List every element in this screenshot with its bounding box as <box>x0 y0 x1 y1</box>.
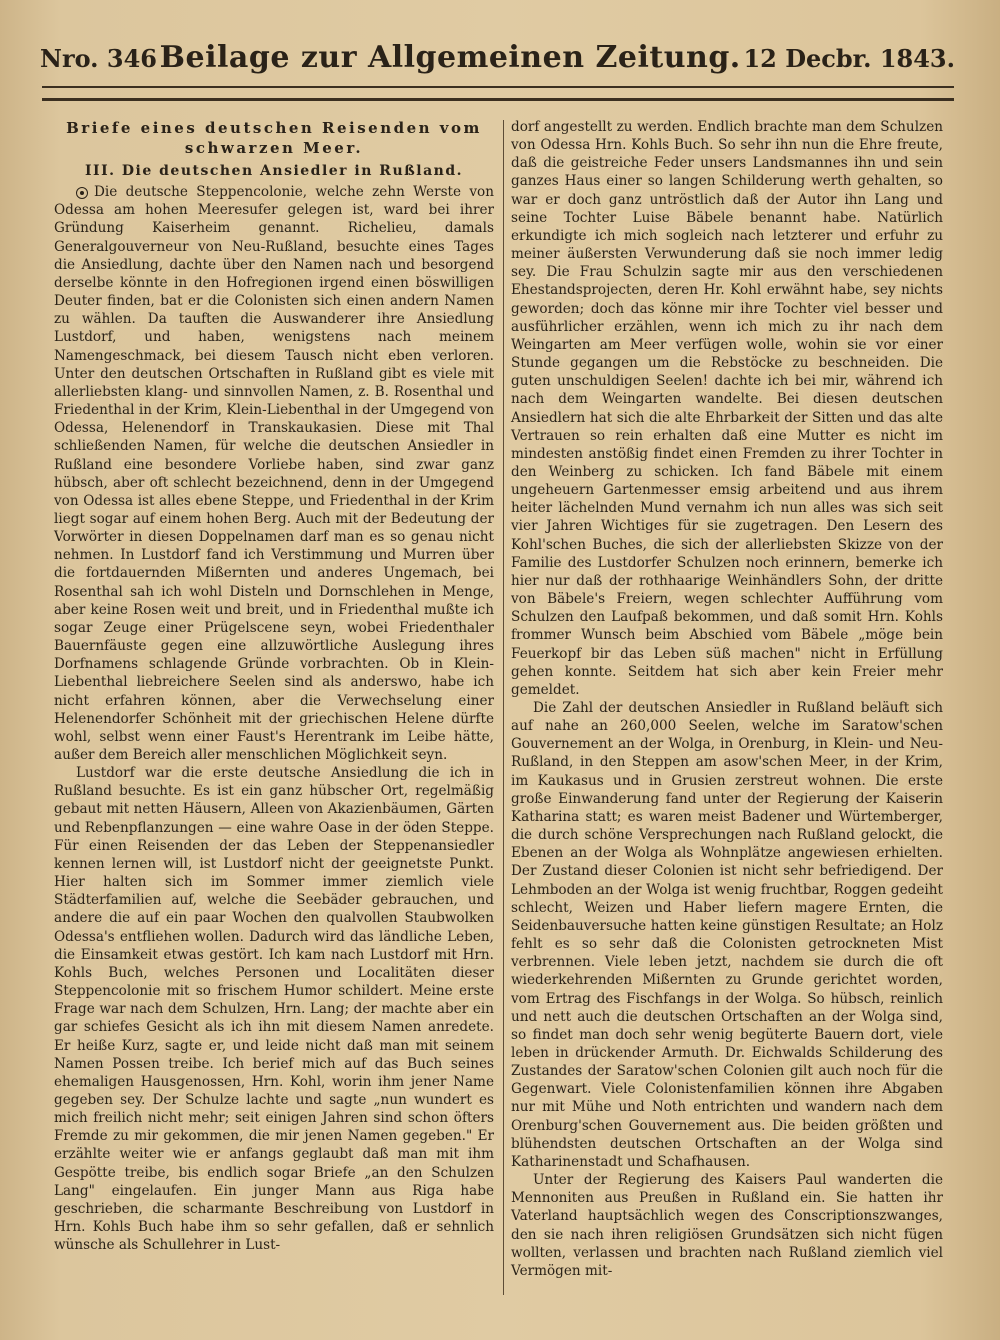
article-heading: Briefe eines deutschen Reisenden vom schwarzen Meer. <box>66 119 482 157</box>
column-divider <box>503 120 504 1295</box>
masthead <box>40 40 955 80</box>
right-column <box>511 118 943 1280</box>
paragraph <box>54 183 494 764</box>
issue-number: Nro. 346 <box>40 44 157 73</box>
issue-date: 12 Decbr. 1843. <box>743 44 955 73</box>
section-marker-icon <box>76 187 88 199</box>
left-column <box>54 118 494 1254</box>
article-subheading: III. Die deutschen Ansiedler in Rußland. <box>85 163 463 179</box>
masthead-rule <box>42 86 954 101</box>
paragraph: Die Zahl der deutschen Ansiedler in Rußland beläuft sich auf nahe an 260,000 Seelen, welche im Saratow'schen Gouvernement an der Wolga, in Orenburg, in Klein- und Neu-Rußland, in den Steppen am asow'schen Meer, in der Krim, im Kaukasus und in Grusien zerstreut wohnen. Die erste große Einwanderung fand unter der Regierung der Kaiserin Katharina statt; es waren meist Badener und Würtemberger, die durch schöne Versprechungen nach Rußland gelockt, die Ebenen an der Wolga als Wohnplätze angewiesen erhielten. Der Zustand dieser Colonien ist nicht sehr befriedigend. Der Lehmboden an der Wolga ist wenig fruchtbar, Roggen gedeiht schlecht, Weizen und Haber liefern magere Ernten, die Seidenbauversuche hatten keine günstigen Resultate; an Holz fehlt es so sehr daß die Colonisten getrockneten Mist verbrennen. Viele leben jetzt, nachdem sie durch die oft wiederkehrenden Mißernten zu Grunde gerichtet worden, vom Ertrag des Fischfangs in der Wolga. So hübsch, reinlich und nett auch die deutschen Ortschaften an der Wolga sind, so findet man doch sehr wenig begüterte Bauern dort, viele leben in drückender Armuth. Dr. Eichwalds Schilderung des Zustandes der Saratow'schen Colonien gilt auch noch für die Gegenwart. Viele Colonistenfamilien können ihre Abgaben nur mit Mühe und Noth entrichten und wandern nach dem Orenburg'schen Gouvernement aus. Die beiden größten und blühendsten deutschen Ortschaften an der Wolga sind Katharinenstadt und Schafhausen. <box>511 700 943 1170</box>
newspaper-title: Beilage zur Allgemeinen Zeitung. <box>159 40 741 75</box>
paragraph: Unter der Regierung des Kaisers Paul wanderten die Mennoniten aus Preußen in Rußland ein. Sie hatten ihr Vaterland hauptsächlich wegen des Conscriptionszwanges, den sie nach ihren religiösen Grundsätzen sich nicht fügen wollten, verlassen und brachten nach Rußland ziemlich viel Vermögen mit- <box>511 1172 943 1279</box>
paragraph: dorf angestellt zu werden. Endlich brachte man dem Schulzen von Odessa Hrn. Kohls Buch. So sehr ihn nun die Ehre freute, daß die geistreiche Feder unsers Landsmannes ihn und sein ganzes Haus einer so langen Schilderung werth gehalten, so war er doch ganz untröstlich daß der Autor ihn Lang und seine Tochter Luise Bäbele benannt habe. Natürlich erkundigte ich mich sogleich nach letzterer und erfuhr zu meiner äußersten Verwunderung daß sie noch immer ledig sey. Die Frau Schulzin sagte mir aus den verschiedenen Ehestandsprojecten, deren Hr. Kohl erwähnt habe, sey nichts geworden; doch das könne mir ihre Tochter viel besser und ausführlicher erzählen, wenn ich mich zu ihr nach dem Weingarten am Meer verfügen wolle, wohin sie vor einer Stunde gegangen um die Rebstöcke zu beschneiden. Die guten unschuldigen Seelen! dachte ich bei mir, während ich nach dem Weingarten wandelte. Bei diesen deutschen Ansiedlern hat sich die alte Ehrbarkeit der Sitten und das alte Vertrauen so rein erhalten daß eine Mutter es nicht im mindesten anstößig findet einen Fremden zu ihrer Tochter in den Weinberg zu schicken. Ich fand Bäbele mit einem ungeheuern Gartenmesser emsig arbeitend und aus ihrem heiter lächelnden Mund vernahm ich nun alles was sich seit vier Jahren Wichtiges für sie zugetragen. Den Lesern des Kohl'schen Buches, die sich der allerliebsten Skizze von der Familie des Lustdorfer Schulzen noch erinnern, bemerke ich hier nur daß der rothhaarige Weinhändlers Sohn, der dritte von Bäbele's Freiern, wegen schlechter Aufführung vom Schulzen den Laufpaß bekommen, und daß somit Hrn. Kohls frommer Wunsch beim Abschied vom Bäbele „möge bein Feuerkopf bir das Leben süß machen" nicht in Erfüllung gehen konnte. Seitdem hat sich aber kein Freier mehr gemeldet. <box>511 119 943 698</box>
paragraph: Lustdorf war die erste deutsche Ansiedlung die ich in Rußland besuchte. Es ist ein ganz hübscher Ort, regelmäßig gebaut mit netten Häusern, Alleen von Akazienbäumen, Gärten und Rebenpflanzungen — eine wahre Oase in der öden Steppe. Für einen Reisenden der das Leben der Steppenansiedler kennen lernen will, ist Lustdorf nicht der geeignetste Punkt. Hier halten sich im Sommer immer ziemlich viele Städterfamilien auf, welche die Seebäder gebrauchen, und andere die auf ein paar Wochen den qualvollen Staubwolken Odessa's entfliehen wollen. Dadurch wird das ländliche Leben, die Einsamkeit etwas gestört. Ich kam nach Lustdorf mit Hrn. Kohls Buch, welches Personen und Localitäten dieser Steppencolonie mit so frischem Humor schildert. Meine erste Frage war nach dem Schulzen, Hrn. Lang; der machte aber ein gar schiefes Gesicht als ich ihn mit diesem Namen anredete. Er heiße Kurz, sagte er, und leide nicht daß man mit seinem Namen Possen treibe. Ich berief mich auf das Buch seines ehemaligen Hausgenossen, Hrn. Kohl, worin ihm jener Name gegeben sey. Der Schulze lachte und sagte „nun wundert es mich freilich nicht mehr; seit einigen Jahren sind schon öfters Fremde zu mir gekommen, die mir jenen Namen gegeben." Er erzählte weiter wie er anfangs geglaubt daß man mit ihm Gespötte treibe, bis endlich sogar Briefe „an den Schulzen Lang" eingelaufen. Ein junger Mann aus Riga habe geschrieben, die scharmante Beschreibung von Lustdorf in Hrn. Kohls Buch habe ihm so sehr gefallen, daß er sehnlich wünsche als Schullehrer in Lust- <box>54 765 494 1254</box>
paragraph-text: Die deutsche Steppencolonie, welche zehn Werste von Odessa am hohen Meeresufer gelegen ist, ward bei ihrer Gründung Kaiserheim genannt. Richelieu, damals Generalgouverneur von Neu-Rußland, besuchte eines Tages die Ansiedlung, dachte über den Namen nach und besorgend derselbe könnte in den Hofregionen irgend einen böswilligen Deuter finden, bat er die Colonisten sich einen andern Namen zu wählen. Da tauften die Auswanderer ihre Ansiedlung Lustdorf, und haben, wenigstens nach meinem Namengeschmack, bei diesem Tausch nicht eben verloren. Unter den deutschen Ortschaften in Rußland gibt es viele mit allerliebsten klang- und sinnvollen Namen, z. B. Rosenthal und Friedenthal in der Krim, Klein-Liebenthal in der Umgegend von Odessa, Helenendorf in Transkaukasien. Diese mit Thal schließenden Namen, für welche die deutschen Ansiedler in Rußland eine besondere Vorliebe haben, sind zwar ganz hübsch, aber oft schlecht bezeichnend, denn in der Umgegend von Odessa ist alles ebene Steppe, und Friedenthal in der Krim liegt sogar auf einem hohen Berg. Auch mit der Bedeutung der Vorwörter in diesen Doppelnamen darf man es so genau nicht nehmen. In Lustdorf fand ich Verstimmung und Murren über die fortdauernden Mißernten und anderes Ungemach, bei Rosenthal sah ich wohl Disteln und Dornschlehen in Menge, aber keine Rosen weit und breit, und in Friedenthal mußte ich sogar Zeuge einer Prügelscene seyn, wobei Friedenthaler Bauernfäuste gegen eine allzuwörtliche Auslegung ihres Dorfnamens schlagende Gründe vorbrachten. Ob in Klein-Liebenthal liebreichere Seelen sind als anderswo, habe ich nicht erfahren können, aber die Verwechselung einer Helenendorfer Schönheit mit der griechischen Helene dürfte wohl, selbst wenn einer Faust's Herentrank im Leibe hätte, außer dem Bereich aller menschlichen Möglichkeit seyn. <box>54 184 494 763</box>
